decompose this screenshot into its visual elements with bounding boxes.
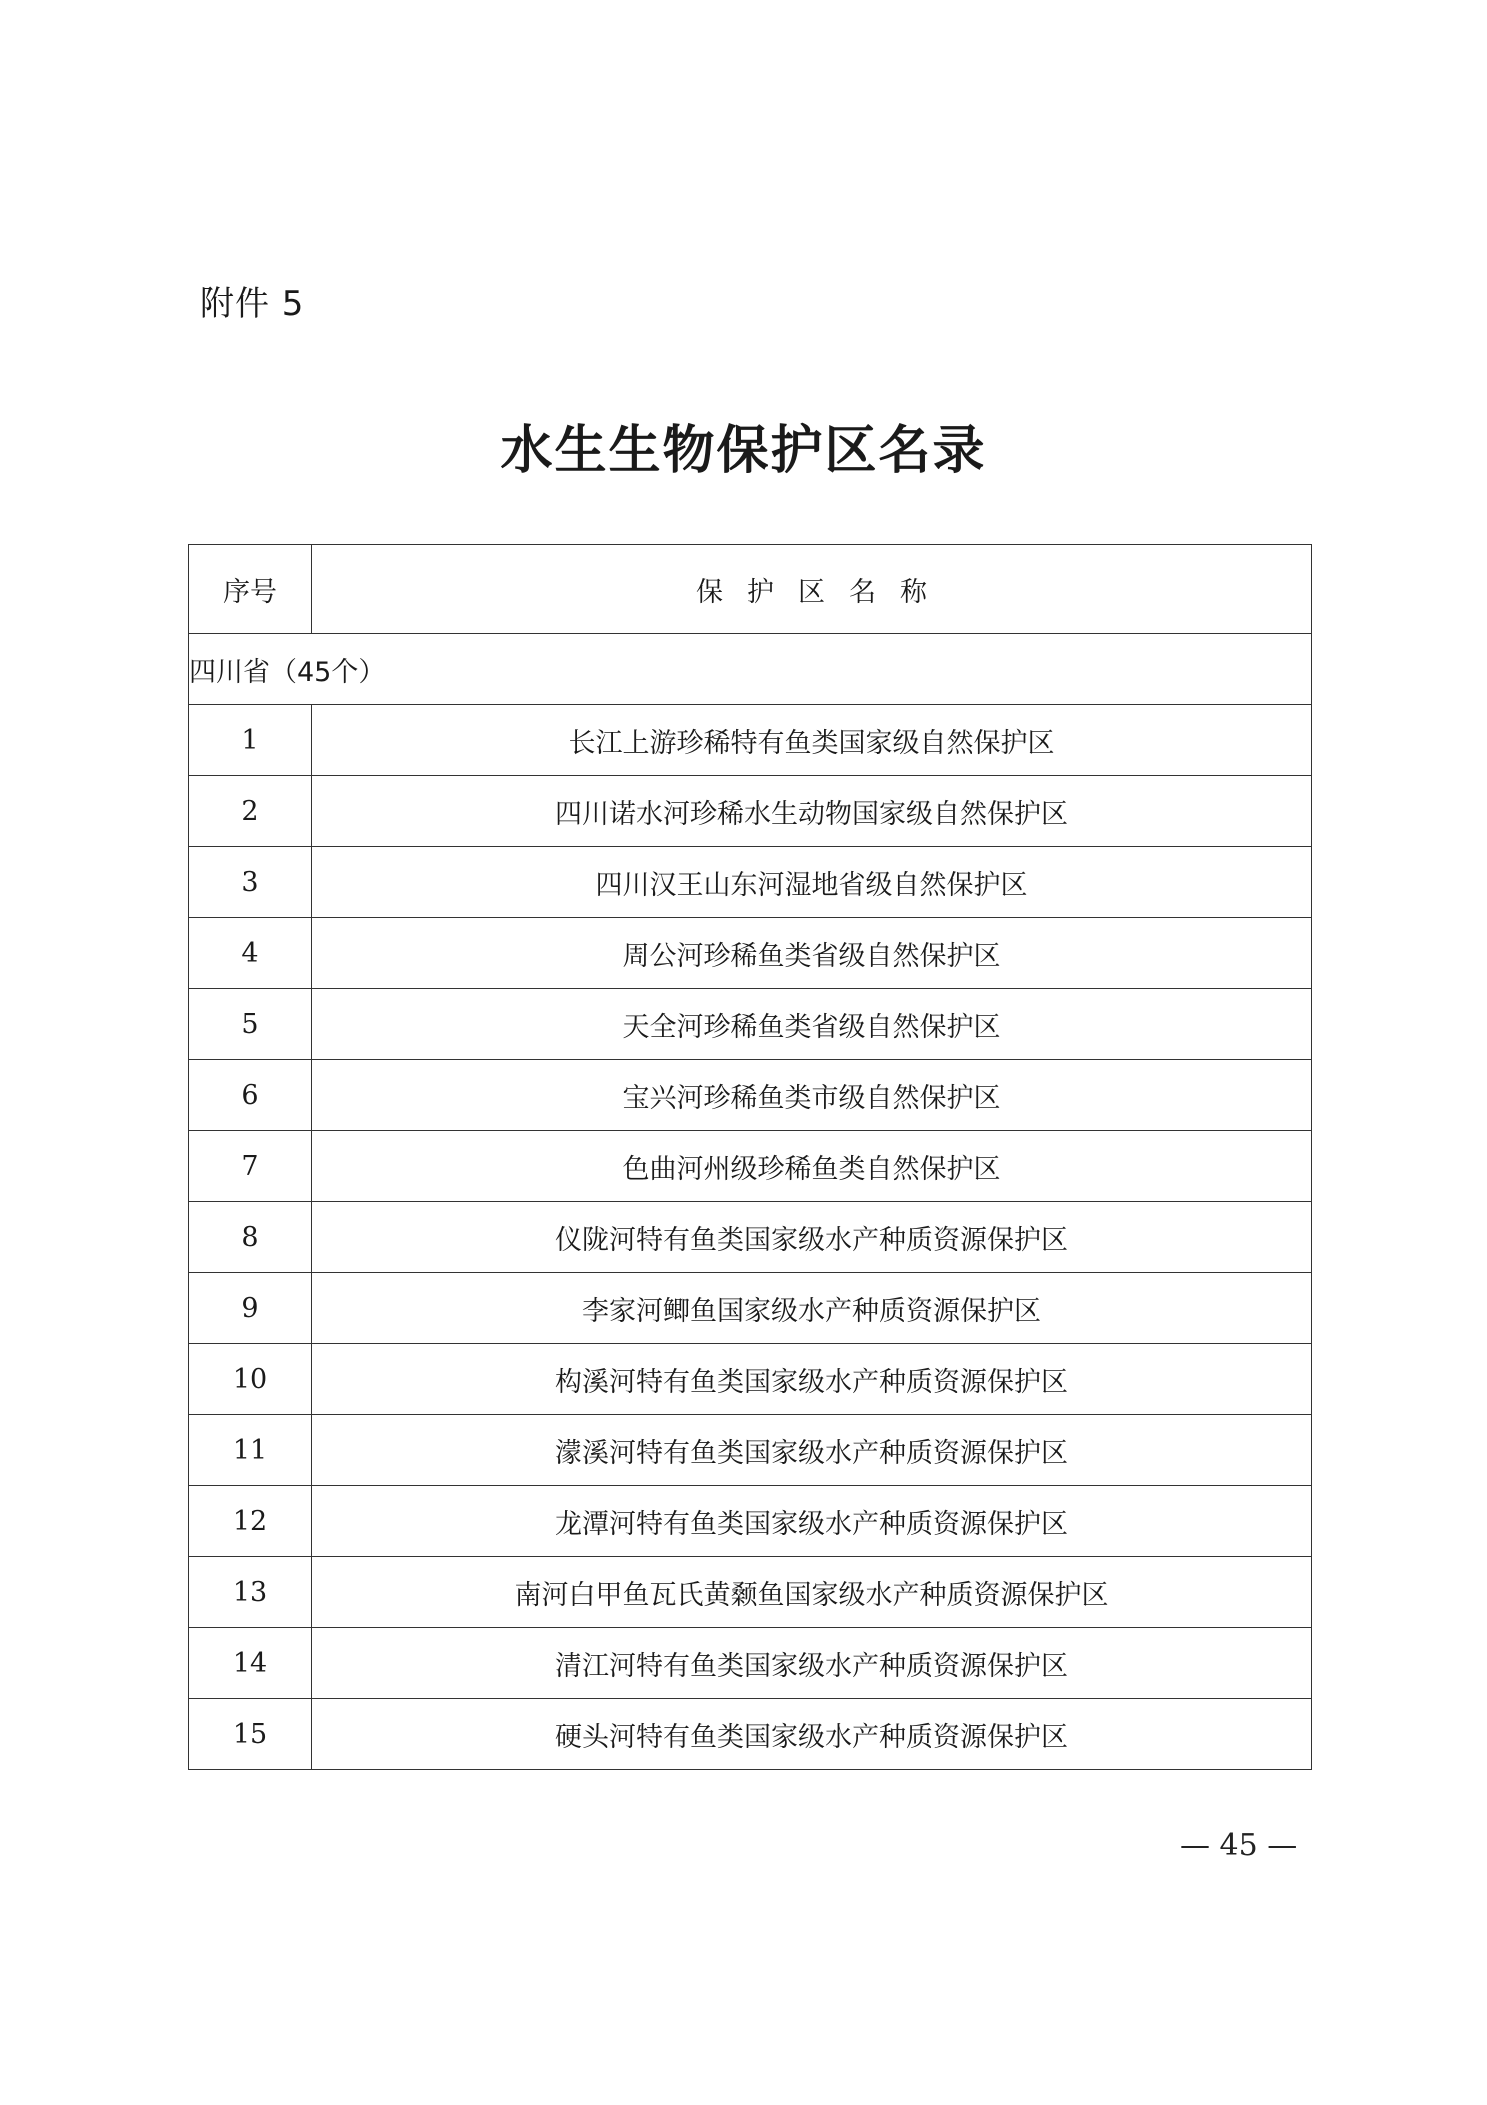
row-number: 6 [189, 1060, 312, 1131]
table-header-row [189, 545, 1312, 634]
row-number: 9 [189, 1273, 312, 1344]
protected-areas-table [188, 544, 1312, 1770]
document-title: 水生生物保护区名录 [500, 421, 987, 481]
table-row [189, 1557, 1312, 1628]
table-row [189, 989, 1312, 1060]
row-name: 硬头河特有鱼类国家级水产种质资源保护区 [312, 1699, 1312, 1770]
table-row [189, 1344, 1312, 1415]
row-name: 色曲河州级珍稀鱼类自然保护区 [312, 1131, 1312, 1202]
row-name: 宝兴河珍稀鱼类市级自然保护区 [312, 1060, 1312, 1131]
row-number: 15 [189, 1699, 312, 1770]
row-number: 3 [189, 847, 312, 918]
row-number: 5 [189, 989, 312, 1060]
table-row [189, 1628, 1312, 1699]
table-row [189, 847, 1312, 918]
row-name: 四川诺水河珍稀水生动物国家级自然保护区 [312, 776, 1312, 847]
table-row [189, 1415, 1312, 1486]
row-name: 龙潭河特有鱼类国家级水产种质资源保护区 [312, 1486, 1312, 1557]
table-row [189, 776, 1312, 847]
table-row [189, 1202, 1312, 1273]
row-name: 濛溪河特有鱼类国家级水产种质资源保护区 [312, 1415, 1312, 1486]
table-row [189, 1060, 1312, 1131]
row-name: 长江上游珍稀特有鱼类国家级自然保护区 [312, 705, 1312, 776]
row-number: 13 [189, 1557, 312, 1628]
row-number: 12 [189, 1486, 312, 1557]
row-name: 南河白甲鱼瓦氏黄颡鱼国家级水产种质资源保护区 [312, 1557, 1312, 1628]
row-number: 14 [189, 1628, 312, 1699]
page-number: — 45 — [1180, 1828, 1298, 1863]
header-index: 序号 [189, 545, 312, 634]
row-name: 李家河鲫鱼国家级水产种质资源保护区 [312, 1273, 1312, 1344]
row-name: 构溪河特有鱼类国家级水产种质资源保护区 [312, 1344, 1312, 1415]
row-name: 周公河珍稀鱼类省级自然保护区 [312, 918, 1312, 989]
table-row [189, 1699, 1312, 1770]
row-number: 2 [189, 776, 312, 847]
row-name: 四川汉王山东河湿地省级自然保护区 [312, 847, 1312, 918]
row-number: 11 [189, 1415, 312, 1486]
row-number: 7 [189, 1131, 312, 1202]
row-number: 10 [189, 1344, 312, 1415]
row-name: 仪陇河特有鱼类国家级水产种质资源保护区 [312, 1202, 1312, 1273]
row-number: 8 [189, 1202, 312, 1273]
row-name: 清江河特有鱼类国家级水产种质资源保护区 [312, 1628, 1312, 1699]
header-name [312, 545, 1312, 634]
table-row [189, 705, 1312, 776]
row-name: 天全河珍稀鱼类省级自然保护区 [312, 989, 1312, 1060]
table-row [189, 1131, 1312, 1202]
header-name-text: 保护区名称 [696, 576, 951, 608]
row-number: 1 [189, 705, 312, 776]
group-row [189, 634, 1312, 705]
group-label: 四川省（45个） [189, 634, 1312, 705]
table-row [189, 1486, 1312, 1557]
row-number: 4 [189, 918, 312, 989]
table-row [189, 918, 1312, 989]
table-row [189, 1273, 1312, 1344]
attachment-label: 附件 5 [200, 284, 305, 324]
